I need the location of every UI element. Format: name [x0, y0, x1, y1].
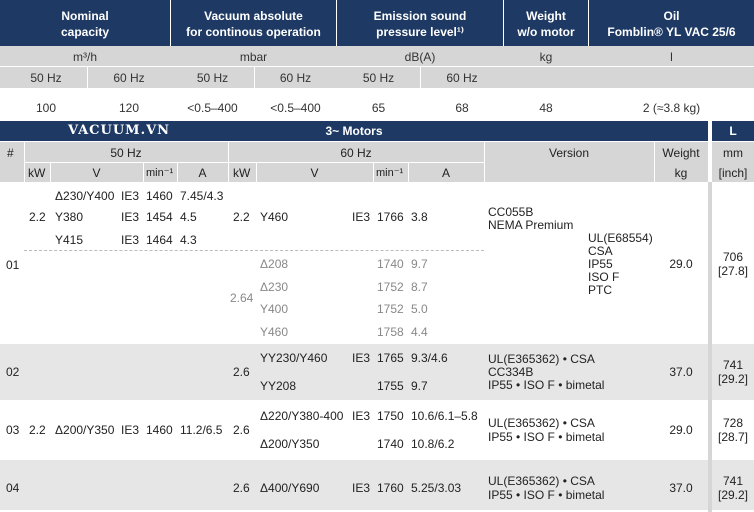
row01-kw60: 2.2	[233, 210, 250, 224]
col-version: Version	[548, 146, 590, 160]
vacuum-50hz-value: <0.5–400	[187, 101, 238, 115]
row01-version-b: UL(E68554)	[588, 231, 653, 245]
row01-num: 01	[6, 258, 20, 272]
col-min-60: min⁻¹	[376, 167, 404, 179]
row03-min50: 1460	[146, 423, 173, 437]
row01-weight: 29.0	[669, 257, 693, 271]
row04-v60: Δ400/Y690	[260, 481, 320, 495]
row04-l-inch: [29.2]	[717, 488, 749, 502]
sound-50hz-label: 50 Hz	[362, 71, 395, 85]
vacuum-60hz-value: <0.5–400	[270, 101, 321, 115]
row04-kw60: 2.6	[233, 481, 250, 495]
row01-ie50: IE3	[121, 189, 140, 203]
row01-min50: 1464	[146, 233, 173, 247]
row02-version: CC334B	[488, 365, 534, 379]
nominal-capacity-header: Nominal capacity	[60, 9, 110, 39]
watermark-logo: VACUUM.VN	[68, 123, 171, 138]
row03-min60: 1740	[377, 437, 404, 451]
row01-a60b: 9.7	[411, 257, 428, 271]
row03-ie50: IE3	[121, 423, 140, 437]
col-v-50: V	[92, 166, 101, 180]
row04-weight: 37.0	[669, 481, 693, 495]
row03-kw50: 2.2	[29, 423, 46, 437]
row03-v50: Δ200/Y350	[55, 423, 115, 437]
row03-v60: Δ220/Y380-400	[260, 409, 344, 423]
row03-version: IP55 • ISO F • bimetal	[488, 430, 605, 444]
row02-weight: 37.0	[669, 365, 693, 379]
col-kw-60: kW	[233, 166, 251, 180]
vacuum-60hz-label: 60 Hz	[279, 71, 312, 85]
row02-a60: 9.7	[411, 379, 428, 393]
row02-num: 02	[6, 365, 20, 379]
row01-min60b: 1758	[377, 325, 404, 339]
row03-a60: 10.6/6.1–5.8	[411, 409, 478, 423]
row03-v60: Δ200/Y350	[260, 437, 320, 451]
vacuum-50hz-label: 50 Hz	[196, 71, 229, 85]
col-v-60: V	[310, 166, 319, 180]
row01-min60b: 1740	[377, 257, 404, 271]
row01-a60: 3.8	[411, 210, 428, 224]
row01-v60b: Y460	[260, 325, 289, 339]
row01-v50: Y415	[55, 233, 84, 247]
row03-kw60: 2.6	[233, 423, 250, 437]
row01-v60b: Δ230	[260, 280, 289, 294]
l-title: L	[729, 124, 737, 138]
row01-a60b: 4.4	[411, 325, 428, 339]
row02-v60: YY208	[260, 379, 297, 393]
vacuum-unit: mbar	[239, 50, 268, 64]
row01-kw50: 2.2	[29, 210, 46, 224]
col-a-60: A	[441, 166, 450, 180]
row01-version-b: CSA	[588, 244, 613, 258]
row02-kw60: 2.6	[233, 365, 250, 379]
row01-ie60: IE3	[352, 210, 371, 224]
col-a-50: A	[198, 166, 207, 180]
row02-min60: 1765	[377, 351, 404, 365]
row01-min60b: 1752	[377, 280, 404, 294]
capacity-50hz-label: 50 Hz	[30, 71, 62, 85]
row01-min60: 1766	[377, 210, 404, 224]
row03-ie60: IE3	[352, 409, 371, 423]
row03-version: UL(E365362) • CSA	[488, 416, 595, 430]
col-l-unit: mm	[723, 146, 743, 160]
col-weight: Weight	[662, 146, 700, 160]
row01-ie50: IE3	[121, 233, 140, 247]
row03-a60: 10.8/6.2	[411, 437, 455, 451]
sound-unit: dB(A)	[404, 50, 436, 64]
col-min-50: min⁻¹	[146, 167, 174, 179]
sound-50hz-value: 65	[371, 101, 386, 115]
row04-version: IP55 • ISO F • bimetal	[488, 488, 605, 502]
capacity-60hz-value: 120	[118, 101, 140, 115]
col-60hz: 60 Hz	[340, 146, 372, 160]
col-kw-50: kW	[28, 166, 46, 180]
row04-a60: 5.25/3.03	[411, 481, 462, 495]
row01-a50: 7.45/4.3	[180, 189, 224, 203]
row01-min50: 1454	[146, 210, 173, 224]
row01-l-inch: [27.8]	[717, 264, 749, 278]
row04-l: 741	[722, 474, 744, 488]
row01-version: CC055B	[488, 205, 534, 219]
row02-ie60: IE3	[352, 351, 371, 365]
row01-a60b: 5.0	[411, 302, 428, 316]
capacity-unit: m³/h	[73, 50, 97, 64]
row01-a50: 4.5	[180, 210, 197, 224]
row01-version-b: ISO F	[588, 270, 620, 284]
col-weight-unit: kg	[674, 166, 688, 180]
row02-version: IP55 • ISO F • bimetal	[488, 378, 605, 392]
row01-version-b: PTC	[588, 283, 612, 297]
row01-kw60b: 2.64	[230, 291, 254, 305]
row01-v60b: Δ208	[260, 257, 289, 271]
row01-ie50: IE3	[121, 210, 140, 224]
row01-v50: Y380	[55, 210, 84, 224]
row02-v60: YY230/Y460	[260, 351, 328, 365]
row03-a50: 11.2/6.5	[180, 423, 223, 437]
row01-version-b: IP55	[588, 257, 613, 271]
row04-version: UL(E365362) • CSA	[488, 474, 595, 488]
row03-l-inch: [28.7]	[717, 430, 749, 444]
row01-min50: 1460	[146, 189, 173, 203]
row03-weight: 29.0	[669, 423, 693, 437]
sound-60hz-value: 68	[455, 101, 469, 115]
col-hash: #	[7, 146, 14, 160]
oil-header: Oil Fomblin® YL VAC 25/6	[607, 9, 736, 39]
oil-unit: l	[670, 50, 673, 64]
row02-version: UL(E365362) • CSA	[488, 352, 595, 366]
row04-num: 04	[6, 481, 20, 495]
row04-ie60: IE3	[352, 481, 371, 495]
vacuum-absolute-header: Vacuum absolute for continous operation	[186, 9, 321, 39]
row01-v50: Δ230/Y400	[55, 189, 115, 203]
emission-sound-header: Emission sound pressure level¹⁾	[373, 9, 467, 39]
row02-l-inch: [29.2]	[717, 372, 749, 386]
row02-min60: 1755	[377, 379, 404, 393]
row01-min60b: 1752	[377, 302, 404, 316]
row01-a50: 4.3	[180, 233, 197, 247]
row03-num: 03	[6, 423, 20, 437]
row02-a60: 9.3/4.6	[411, 351, 448, 365]
sound-60hz-label: 60 Hz	[446, 71, 478, 85]
row01-l: 706	[722, 250, 744, 264]
row01-v60b: Y400	[260, 302, 289, 316]
row02-l: 741	[722, 358, 744, 372]
row03-min60: 1750	[377, 409, 404, 423]
row03-l: 728	[722, 416, 744, 430]
row04-min60: 1760	[377, 481, 404, 495]
capacity-50hz-value: 100	[35, 101, 57, 115]
motors-title: 3~ Motors	[325, 124, 383, 138]
col-50hz: 50 Hz	[110, 146, 142, 160]
weight-header: Weight w/o motor	[517, 9, 575, 39]
weight-unit: kg	[539, 50, 553, 64]
row01-a60b: 8.7	[411, 280, 428, 294]
oil-value: 2 (≈3.8 kg)	[642, 101, 701, 115]
capacity-60hz-label: 60 Hz	[113, 71, 145, 85]
row01-version: NEMA Premium	[488, 218, 574, 232]
row01-v60: Y460	[260, 210, 289, 224]
weight-value: 48	[539, 101, 553, 115]
col-l-inch: [inch]	[718, 166, 748, 180]
